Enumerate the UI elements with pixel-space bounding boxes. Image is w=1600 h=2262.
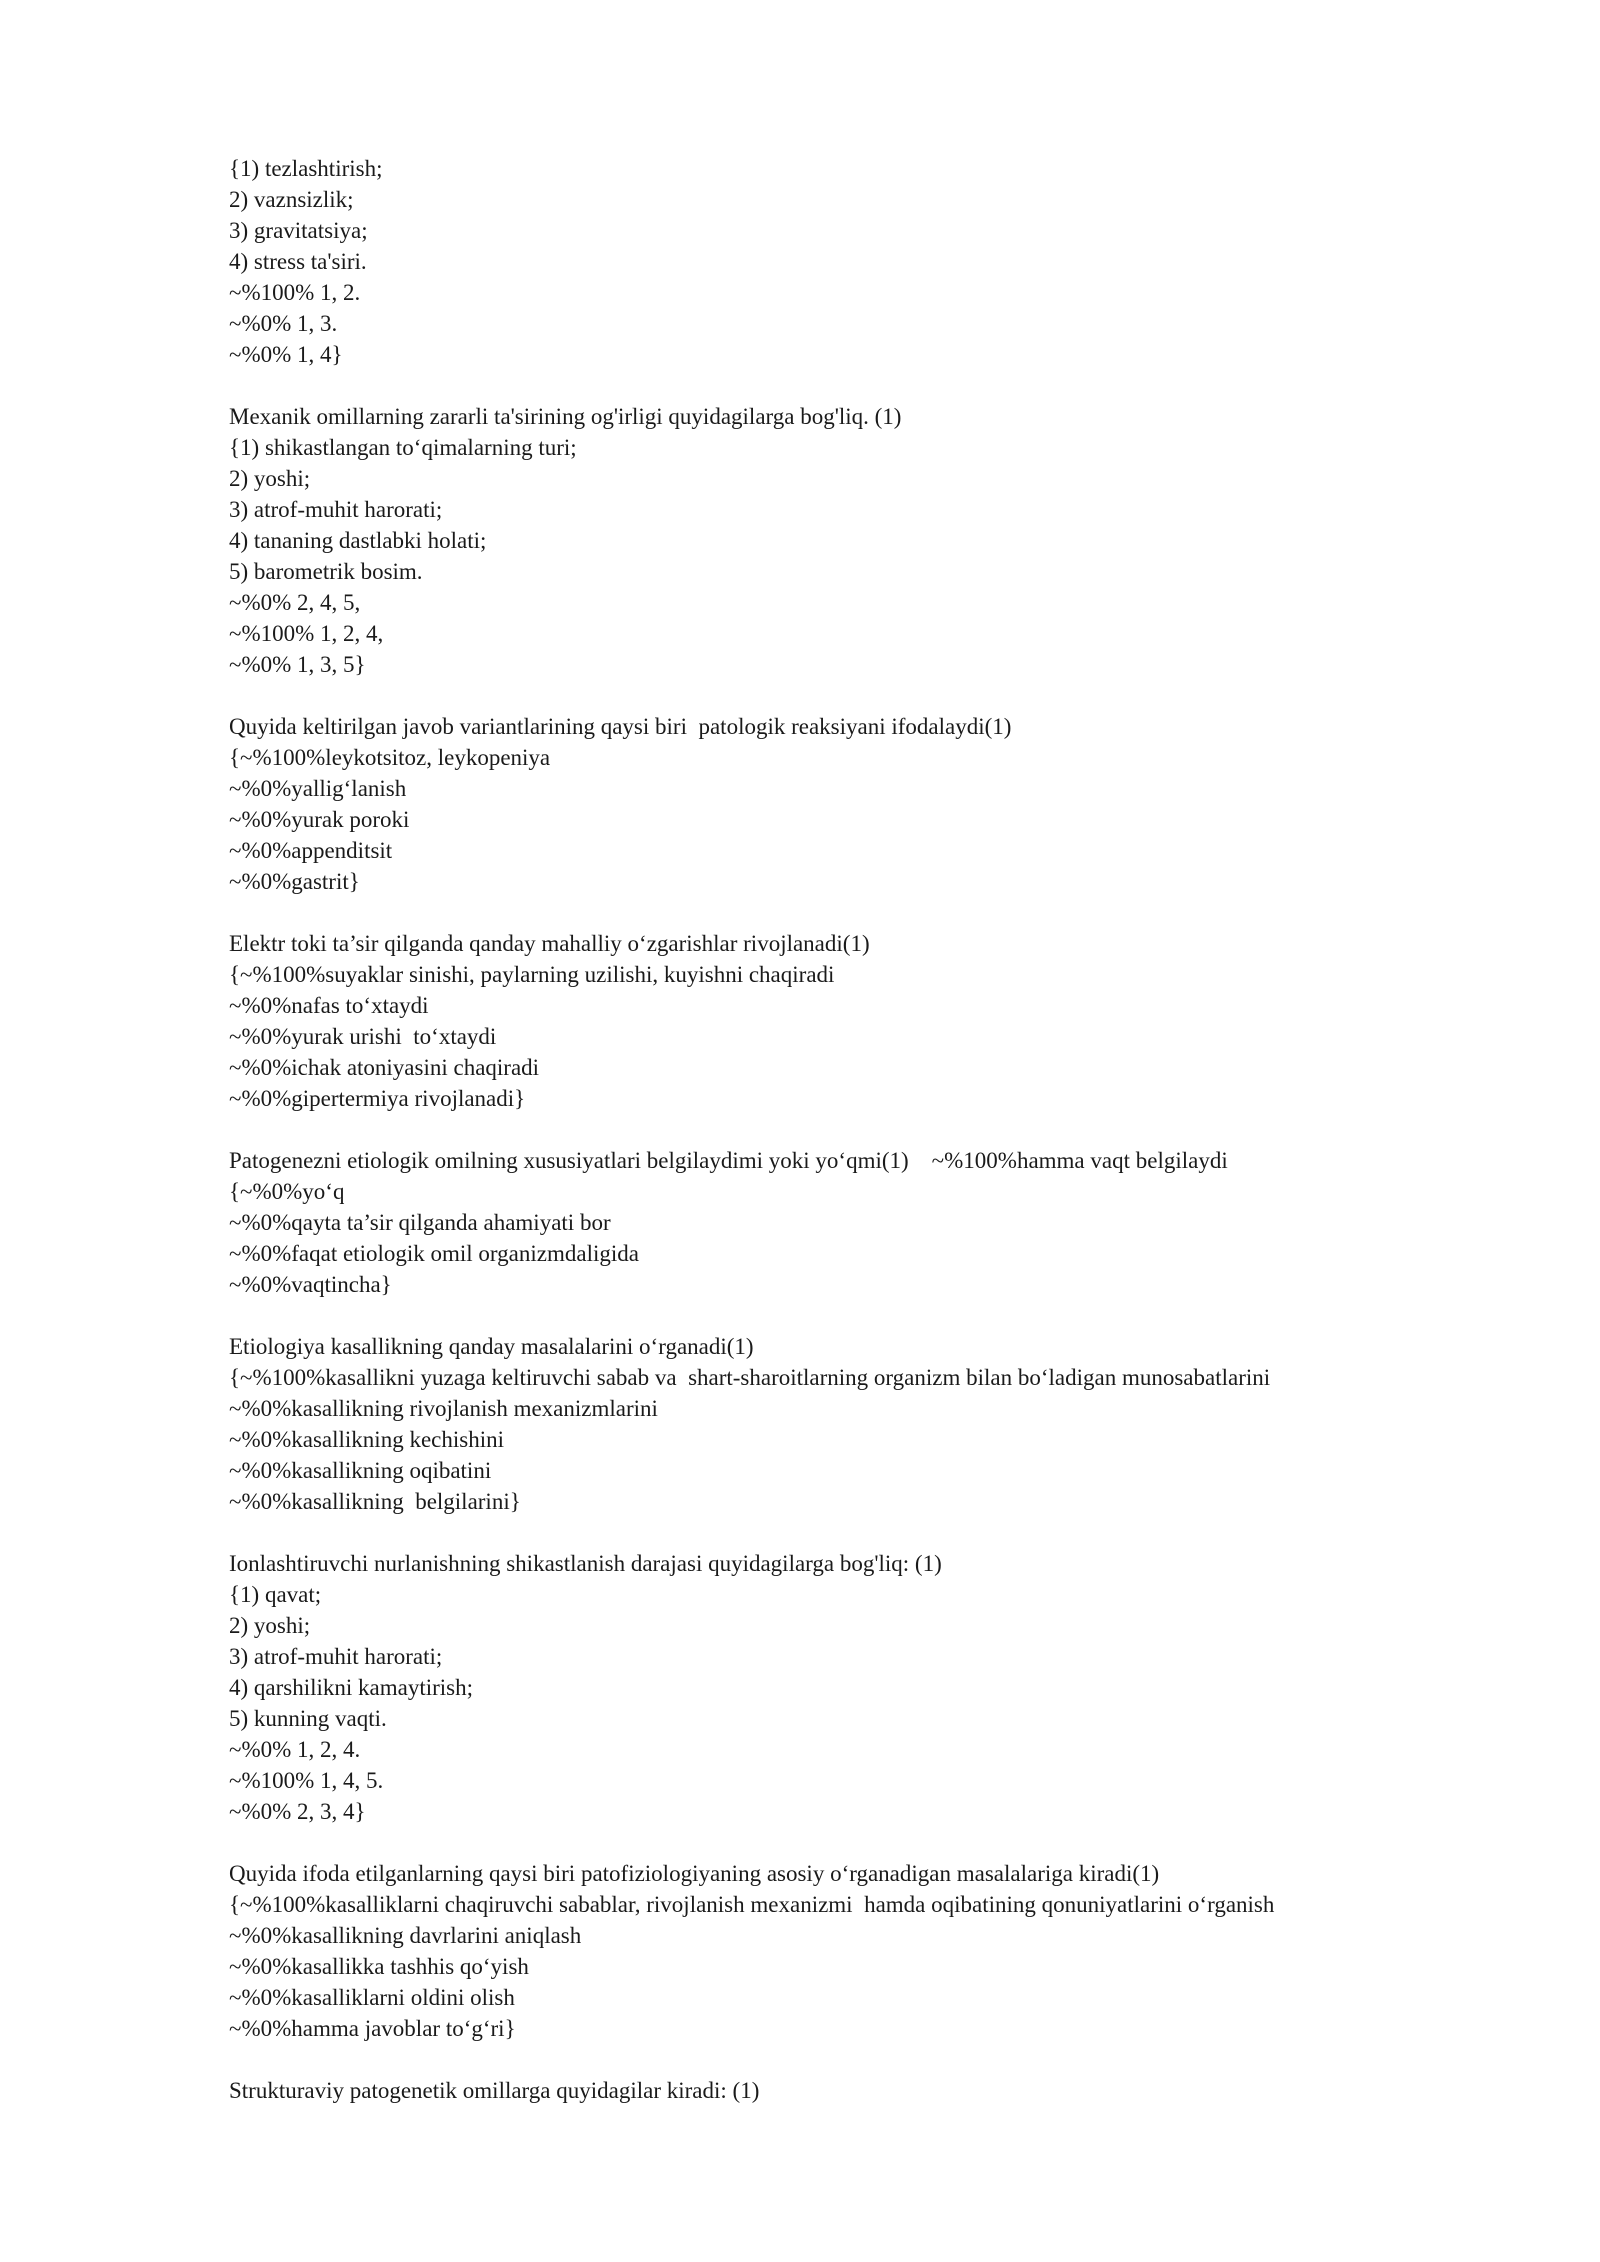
- question-block: [229, 711, 1549, 897]
- question-line: 2) yoshi;: [229, 1613, 311, 1638]
- question-line: 5) barometrik bosim.: [229, 559, 423, 584]
- question-line: 2) yoshi;: [229, 466, 311, 491]
- question-line: ~%0%hamma javoblar to‘g‘ri}: [229, 2016, 516, 2041]
- question-line: 3) gravitatsiya;: [229, 218, 368, 243]
- question-first-line: {1) tezlashtirish;: [229, 156, 383, 181]
- question-line: ~%0%yurak poroki: [229, 807, 410, 832]
- question-first-line: Mexanik omillarning zararli ta'sirining og'irligi quyidagilarga bog'liq. (1): [229, 404, 902, 429]
- question-block: [229, 1548, 1549, 1827]
- question-line: ~%0%kasallikning belgilarini}: [229, 1489, 521, 1514]
- question-line: ~%100% 1, 4, 5.: [229, 1768, 384, 1793]
- question-line: ~%0% 2, 3, 4}: [229, 1799, 366, 1824]
- question-line: {1) qavat;: [229, 1582, 322, 1607]
- question-block: [229, 2075, 1549, 2106]
- question-line: {~%100%kasallikni yuzaga keltiruvchi sabab va shart-sharoitlarning organizm bilan bo‘ladigan munosabatlarini: [229, 1365, 1271, 1390]
- question-first-line: Quyida ifoda etilganlarning qaysi biri patofiziologiyaning asosiy o‘rganadigan masalalariga kiradi(1): [229, 1861, 1160, 1886]
- question-line: ~%0%kasalliklarni oldini olish: [229, 1985, 515, 2010]
- question-line: ~%0%kasallikning rivojlanish mexanizmlarini: [229, 1396, 658, 1421]
- question-line: {~%100%leykotsitoz, leykopeniya: [229, 745, 551, 770]
- question-line: 3) atrof-muhit harorati;: [229, 497, 443, 522]
- question-line: ~%100% 1, 2.: [229, 280, 361, 305]
- question-block: [229, 928, 1549, 1114]
- question-line: ~%0% 1, 3, 5}: [229, 652, 366, 677]
- question-block: [229, 1331, 1549, 1517]
- question-first-line: Etiologiya kasallikning qanday masalalarini o‘rganadi(1): [229, 1334, 754, 1359]
- question-line: 4) stress ta'siri.: [229, 249, 367, 274]
- question-line: {~%100%kasalliklarni chaqiruvchi sabablar, rivojlanish mexanizmi hamda oqibatining qonuniyatlarini o‘rganish: [229, 1892, 1275, 1917]
- question-first-line: Patogenezni etiologik omilning xususiyatlari belgilaydimi yoki yo‘qmi(1) ~%100%hamma vaqt belgilaydi: [229, 1148, 1228, 1173]
- question-line: ~%0%kasallikka tashhis qo‘yish: [229, 1954, 529, 1979]
- question-line: ~%0%kasallikning davrlarini aniqlash: [229, 1923, 582, 1948]
- question-block: [229, 153, 1549, 370]
- question-block: [229, 1858, 1549, 2044]
- question-first-line: Quyida keltirilgan javob variantlarining qaysi biri patologik reaksiyani ifodalaydi(1): [229, 714, 1012, 739]
- question-line: ~%0%yurak urishi to‘xtaydi: [229, 1024, 497, 1049]
- question-line: ~%0%gipertermiya rivojlanadi}: [229, 1086, 526, 1111]
- question-line: ~%100% 1, 2, 4,: [229, 621, 384, 646]
- question-block: [229, 401, 1549, 680]
- question-line: ~%0%qayta ta’sir qilganda ahamiyati bor: [229, 1210, 611, 1235]
- question-line: ~%0%appenditsit: [229, 838, 393, 863]
- question-first-line: Ionlashtiruvchi nurlanishning shikastlanish darajasi quyidagilarga bog'liq: (1): [229, 1551, 942, 1576]
- question-line: ~%0%nafas to‘xtaydi: [229, 993, 429, 1018]
- document-content: [229, 153, 1549, 2137]
- question-line: 4) qarshilikni kamaytirish;: [229, 1675, 474, 1700]
- question-line: ~%0%vaqtincha}: [229, 1272, 392, 1297]
- question-line: ~%0%kasallikning oqibatini: [229, 1458, 492, 1483]
- question-line: 2) vaznsizlik;: [229, 187, 354, 212]
- question-line: ~%0% 1, 2, 4.: [229, 1737, 361, 1762]
- question-line: {1) shikastlangan to‘qimalarning turi;: [229, 435, 577, 460]
- question-block: [229, 1145, 1549, 1300]
- question-line: ~%0% 2, 4, 5,: [229, 590, 361, 615]
- question-line: 4) tananing dastlabki holati;: [229, 528, 487, 553]
- question-line: 3) atrof-muhit harorati;: [229, 1644, 443, 1669]
- question-line: ~%0%ichak atoniyasini chaqiradi: [229, 1055, 540, 1080]
- question-line: ~%0% 1, 4}: [229, 342, 343, 367]
- question-first-line: Strukturaviy patogenetik omillarga quyidagilar kiradi: (1): [229, 2078, 760, 2103]
- question-line: ~%0%yallig‘lanish: [229, 776, 407, 801]
- question-line: ~%0%kasallikning kechishini: [229, 1427, 504, 1452]
- question-line: {~%100%suyaklar sinishi, paylarning uzilishi, kuyishni chaqiradi: [229, 962, 835, 987]
- question-line: {~%0%yo‘q: [229, 1179, 345, 1204]
- question-line: ~%0%faqat etiologik omil organizmdaligida: [229, 1241, 639, 1266]
- question-first-line: Elektr toki ta’sir qilganda qanday mahalliy o‘zgarishlar rivojlanadi(1): [229, 931, 870, 956]
- question-line: 5) kunning vaqti.: [229, 1706, 387, 1731]
- question-line: ~%0%gastrit}: [229, 869, 360, 894]
- question-line: ~%0% 1, 3.: [229, 311, 338, 336]
